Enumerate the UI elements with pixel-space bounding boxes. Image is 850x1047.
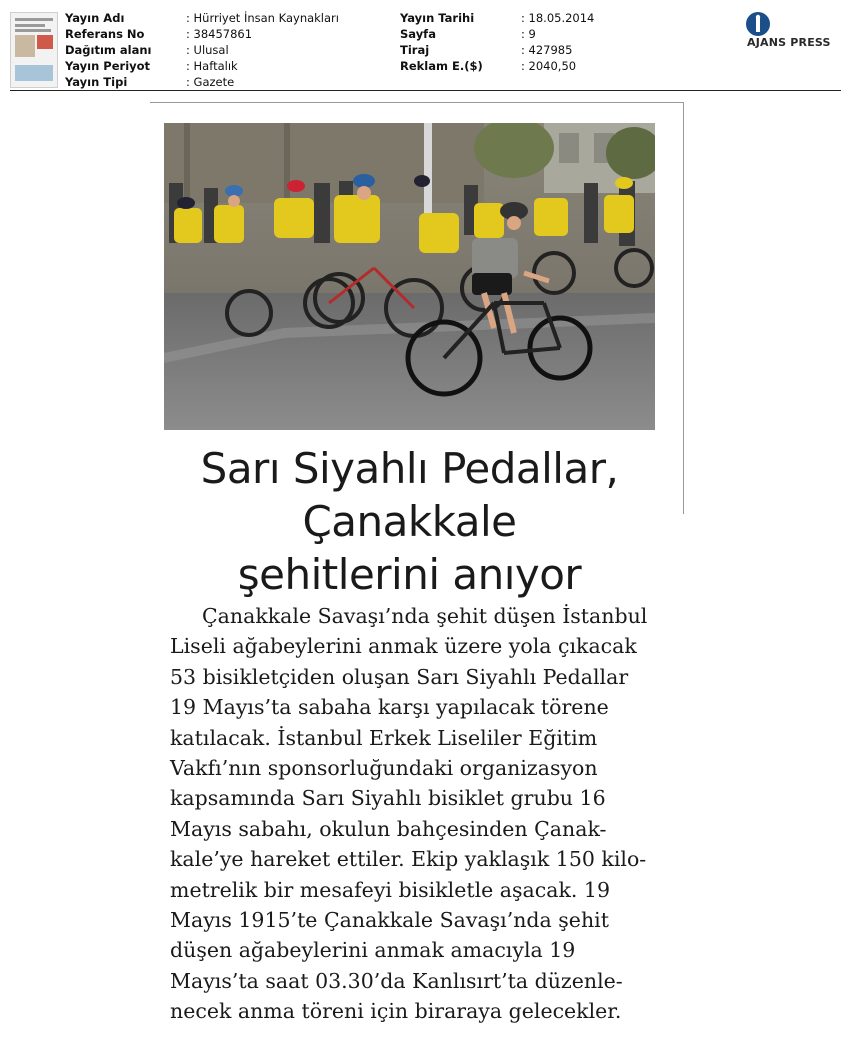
meta-label: Tiraj — [400, 43, 430, 57]
meta-row-type — [65, 74, 339, 90]
meta-row-ad-value — [400, 58, 594, 74]
meta-row-publication-name — [65, 10, 339, 26]
headline-line: Sarı Siyahlı Pedallar, — [200, 444, 619, 493]
meta-label: Yayın Adı — [65, 11, 125, 25]
body-line: kale’ye hareket ettiler. Ekip yaklaşık 150 kilo- — [170, 847, 647, 872]
article-headline — [164, 442, 655, 601]
page-thumbnail — [10, 12, 58, 88]
meta-row-period — [65, 58, 339, 74]
meta-value: : 427985 — [521, 43, 573, 57]
meta-row-page — [400, 26, 594, 42]
headline-line: Çanakkale — [302, 497, 517, 546]
clipping-frame-right — [683, 102, 684, 514]
meta-value: : Ulusal — [186, 43, 229, 57]
meta-row-date — [400, 10, 594, 26]
meta-row-circulation — [400, 42, 594, 58]
ajans-press-logo-icon — [745, 11, 771, 37]
body-line: kapsamında Sarı Siyahlı bisiklet grubu 16 — [170, 786, 606, 811]
clipping-frame-top — [150, 102, 683, 103]
meta-label: Yayın Tipi — [65, 75, 128, 89]
meta-row-distribution — [65, 42, 339, 58]
meta-value: : Gazete — [186, 75, 235, 89]
meta-label: Dağıtım alanı — [65, 43, 152, 57]
article-body — [170, 601, 660, 1026]
meta-label: Yayın Periyot — [65, 59, 151, 73]
ajans-press-logo — [745, 11, 841, 51]
body-line: 19 Mayıs’ta sabaha karşı yapılacak törene — [170, 695, 609, 720]
article-photo-cyclists — [164, 123, 655, 430]
meta-value: : 38457861 — [186, 27, 253, 41]
body-line: Mayıs 1915’te Çanakkale Savaşı’nda şehit — [170, 907, 609, 932]
meta-label: Yayın Tarihi — [400, 11, 475, 25]
body-line: Liseli ağabeylerini anmak üzere yola çıkacak — [170, 634, 637, 659]
meta-label: Sayfa — [400, 27, 436, 41]
body-line: 53 bisikletçiden oluşan Sarı Siyahlı Pedallar — [170, 664, 629, 689]
body-line: Vakfı’nın sponsorluğundaki organizasyon — [170, 755, 598, 780]
body-line: metrelik bir mesafeyi bisikletle aşacak. 19 — [170, 877, 610, 902]
header-divider — [10, 90, 841, 91]
body-line: düşen ağabeylerini anmak amacıyla 19 — [170, 938, 576, 963]
body-line: Çanakkale Savaşı’nda şehit düşen İstanbul — [202, 604, 648, 628]
body-line: necek anma töreni için biraraya gelecekler. — [170, 999, 622, 1024]
meta-value: : 9 — [521, 27, 536, 41]
body-line: katılacak. İstanbul Erkek Liseliler Eğitim — [170, 725, 598, 750]
publication-meta-right — [400, 10, 594, 74]
publication-meta-left — [65, 10, 339, 90]
meta-label: Referans No — [65, 27, 145, 41]
body-line: Mayıs’ta saat 03.30’da Kanlısırt’ta düzenle- — [170, 968, 623, 993]
meta-value: : Haftalık — [186, 59, 238, 73]
meta-value: : 2040,50 — [521, 59, 577, 73]
body-line: Mayıs sabahı, okulun bahçesinden Çanak- — [170, 816, 607, 841]
meta-row-reference-no — [65, 26, 339, 42]
logo-text: AJANS PRESS — [747, 36, 831, 49]
meta-value: : 18.05.2014 — [521, 11, 595, 25]
meta-value: : Hürriyet İnsan Kaynakları — [186, 11, 339, 25]
headline-line: şehitlerini anıyor — [237, 550, 582, 599]
meta-label: Reklam E.($) — [400, 59, 483, 73]
